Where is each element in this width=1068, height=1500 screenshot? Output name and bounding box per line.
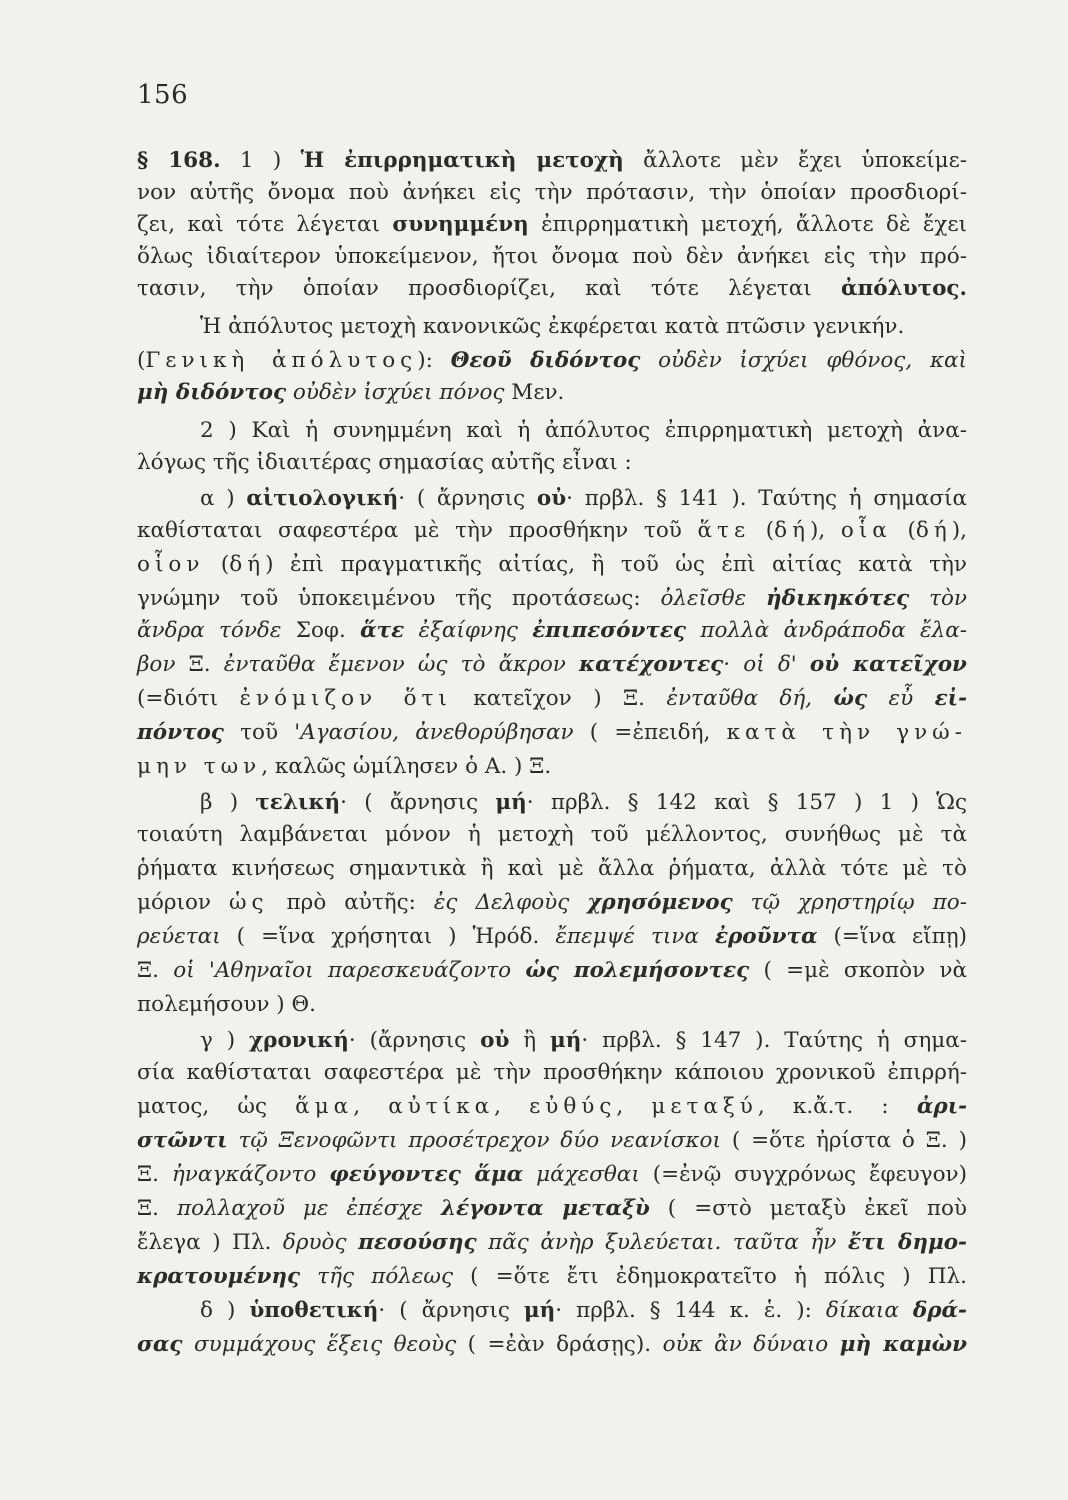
text: , καλῶς ὡμίλησεν ὁ Α. ) Ξ. [261, 754, 552, 779]
term: ὡς [228, 890, 269, 915]
example: τῷ Ξενοφῶντι προσέτρεχον δύο νεανίσκοι [227, 1128, 721, 1153]
example: ὡς [833, 686, 868, 711]
text-line [137, 520, 967, 542]
source: Ξ. [137, 958, 174, 983]
text: ): [417, 348, 451, 373]
text-line: νον αὐτῆς ὄνομα ποὺ ἀνήκει εἰς τὴν πρότασιν, τὴν ὁποίαν προσδιορί- [137, 180, 967, 205]
text: ), [810, 518, 841, 543]
example: οὐ κατεῖχον [809, 652, 967, 677]
text-line [137, 1198, 967, 1220]
source: Ξ. [137, 1162, 172, 1187]
example: ἠδικηκότες [766, 586, 910, 611]
term: κατὰ τὴν γνώ- [726, 720, 967, 745]
example: ὡς πολεμήσοντες [525, 958, 750, 983]
text-line: 2 ) Καὶ ἡ συνημμένη καὶ ἡ ἀπόλυτος ἐπιρρηματικὴ μετοχὴ ἀνα- [200, 418, 967, 443]
term: οὐ [480, 1028, 510, 1053]
term: αἰτιολογική [246, 486, 399, 511]
text: ( =ὅτε ἠρίστα ὁ Ξ. ) [720, 1128, 967, 1153]
text: · ( ἄρνησις [378, 1298, 524, 1323]
text-line [137, 1096, 967, 1118]
text: , κ.ἄ.τ. : [757, 1094, 917, 1119]
text: τοῦ [223, 720, 295, 745]
text-line [137, 892, 967, 914]
text-line [137, 1266, 967, 1288]
text-line [137, 960, 967, 982]
example: πεσούσης [358, 1230, 477, 1255]
text: · πρβλ. § 147 ). Ταύτης ἡ σημα- [581, 1028, 967, 1053]
text: πρὸ αὐτῆς: [268, 890, 434, 915]
term: ἅτε [697, 518, 751, 543]
example: ὀλεῖσθε [660, 586, 767, 611]
text-line [137, 654, 967, 676]
example: εὖ [867, 686, 935, 711]
text: α ) [200, 486, 247, 511]
text-line [200, 1030, 967, 1052]
term: μην των [137, 754, 262, 779]
example: συμμάχους ἕξεις θεοὺς [182, 1332, 457, 1357]
term: μή [495, 790, 527, 815]
example: ἐπιπεσόντες [532, 618, 686, 643]
example: οὐδὲν ἰσχύει φθόνος, καὶ [640, 348, 967, 373]
term: εὐθύς [529, 1094, 617, 1119]
term: ὑποθετική [249, 1298, 379, 1323]
example: οὐδὲν ἰσχύει πόνος [286, 380, 505, 405]
example: πᾶς ἀνὴρ ξυλεύεται. ταῦτα ἦν [476, 1230, 848, 1255]
text-line: λόγως τῆς ἰδιαιτέρας σημασίας αὐτῆς εἶναι : [137, 450, 632, 475]
example: ἠναγκάζοντο [171, 1162, 330, 1187]
text: ), [951, 518, 967, 543]
text: β ) [200, 790, 256, 815]
example: ἐνταῦθα δή, [666, 686, 834, 711]
text: ἐπιρρηματικὴ μετοχή, ἄλλοτε δὲ ἔχει [528, 212, 967, 237]
text-line [137, 620, 967, 642]
text: 1 ) [220, 148, 301, 173]
example: ρεύεται [137, 924, 221, 949]
text: γνώμην τοῦ ὑποκειμένου τῆς προτάσεως: [137, 586, 661, 611]
example: σας [137, 1332, 183, 1357]
text: · πρβλ. § 142 καὶ § 157 ) 1 ) Ὡς [526, 790, 967, 815]
term: δή [229, 552, 266, 577]
text-line: πολεμήσουν ) Θ. [137, 992, 316, 1017]
term: Ἡ ἐπιρρηματικὴ μετοχὴ [300, 148, 624, 173]
page-number: 156 [137, 80, 189, 110]
example: πόντος [137, 720, 224, 745]
term: ἅμα [295, 1094, 354, 1119]
text: ( =ὅτε ἔτι ἐδημοκρατεῖτο ἡ πόλις ) Πλ. [453, 1264, 967, 1289]
text-line: σία καθίσταται σαφεστέρα μὲ τὴν προσθήκην κάποιου χρονικοῦ ἐπιρρή- [137, 1060, 967, 1085]
term: ἀπόλυτος. [841, 276, 967, 301]
example: τῷ χρηστηρίῳ πο- [732, 890, 967, 915]
example: εἰ- [934, 686, 968, 711]
example: τὸν [909, 586, 967, 611]
example: ἔπεμψέ τινα [555, 924, 715, 949]
text: (=ἐνῷ συγχρόνως ἔφευγον) [639, 1162, 967, 1187]
example: χρησόμενος [587, 890, 733, 915]
example: οἱ 'Αθηναῖοι παρεσκευάζοντο [173, 958, 526, 983]
text: ἔλεγα ) Πλ. [137, 1230, 283, 1255]
text: ( =ἐὰν δράσῃς). [456, 1332, 663, 1357]
text-line [137, 926, 967, 948]
text-line [137, 756, 967, 778]
text: , [616, 1094, 652, 1119]
text: δ ) [200, 1298, 250, 1323]
text: · ( ἄρνησις [398, 486, 537, 511]
example: δίκαια [825, 1298, 913, 1323]
text-line [137, 554, 967, 576]
text: ( =ἵνα χρήσηται ) Ἡρόδ. [220, 924, 556, 949]
text-line [200, 792, 967, 814]
text-line [137, 278, 967, 300]
example: 'Αγασίου, ἀνεθορύβησαν [294, 720, 574, 745]
text-line [200, 488, 967, 510]
text: ( =στὸ μεταξὺ ἐκεῖ ποὺ [649, 1196, 968, 1221]
source: Σοφ. [281, 618, 361, 643]
term: ἐνόμιζον ὅτι [239, 686, 452, 711]
example: πολλὰ ἀνδράποδα ἔλα- [686, 618, 968, 643]
text: · πρβλ. § 141 ). Ταύτης ἡ σημασία [566, 486, 967, 511]
example: μάχεσθαι [523, 1162, 640, 1187]
example: κρατουμένης [137, 1264, 301, 1289]
example: ἐς Δελφοὺς [433, 890, 588, 915]
text-line [137, 350, 967, 372]
example: τῆς πόλεως [300, 1264, 453, 1289]
text [267, 1094, 295, 1119]
text: ἄλλοτε μὲν ἔχει ὑποκείμε- [623, 148, 968, 173]
example: ἅτε [360, 618, 405, 643]
term: αὐτίκα [388, 1094, 495, 1119]
text-line [137, 722, 967, 744]
source: Μεν. [504, 380, 565, 405]
text: ( [750, 518, 775, 543]
example: ἀρι- [916, 1094, 968, 1119]
source: Ξ. [175, 652, 224, 677]
example: Θεοῦ διδόντος [450, 348, 641, 373]
example: ἄνδρα τόνδε [137, 618, 282, 643]
text: κατεῖχον ) Ξ. [451, 686, 667, 711]
text: καθίσταται σαφεστέρα μὲ τὴν προσθήκην τοῦ [137, 518, 698, 543]
text-line [137, 150, 967, 172]
text: ματος, [137, 1094, 238, 1119]
term: μεταξύ [651, 1094, 758, 1119]
example: ἐνταῦθα ἔμενον ὡς τὸ ἄκρον [223, 652, 580, 677]
example: οὐκ ἂν δύναιο [662, 1332, 840, 1357]
text: ( [204, 552, 230, 577]
text: ὡς [237, 1094, 267, 1119]
term: δή [774, 518, 810, 543]
example: ἐξαίφνης [404, 618, 533, 643]
text: (=διότι [137, 686, 240, 711]
term: Γενικὴ ἀπόλυτος [145, 348, 418, 373]
term: μή [523, 1298, 556, 1323]
text: ( =μὲ σκοπὸν νὰ [749, 958, 968, 983]
text: γ ) [200, 1028, 249, 1053]
text: μόριον [137, 890, 229, 915]
text: · πρβλ. § 144 κ. ἑ. ): [555, 1298, 826, 1323]
section-number: § 168. [137, 148, 221, 173]
text-line [137, 214, 967, 236]
text-line: ὅλως ἰδιαίτερον ὑποκείμενον, ἤτοι ὄνομα ποὺ δὲν ἀνήκει εἰς τὴν πρό- [137, 244, 967, 269]
example: δρυὸς [282, 1230, 359, 1255]
text: ( [137, 348, 146, 373]
text: ) ἐπὶ πραγματικῆς αἰτίας, ἢ τοῦ ὡς ἐπὶ αἰτίας κατὰ τὴν [265, 552, 967, 577]
term: συνημμένη [392, 212, 529, 237]
term: τελική [255, 790, 341, 815]
term: χρονική [249, 1028, 349, 1053]
term: οὐ [536, 486, 567, 511]
example: πολλαχοῦ με ἐπέσχε [177, 1196, 441, 1221]
text: τασιν, τὴν ὁποίαν προσδιορίζει, καὶ τότε λέγεται [137, 276, 841, 301]
example: βον [137, 652, 176, 677]
text: ( [891, 518, 916, 543]
example: δρά- [912, 1298, 967, 1323]
source: Ξ. [137, 1196, 178, 1221]
text-line [137, 688, 967, 710]
example: λέγοντα μεταξὺ [440, 1196, 650, 1221]
example: φεύγοντες ἅμα [329, 1162, 524, 1187]
text-line: τοιαύτη λαμβάνεται μόνον ἡ μετοχὴ τοῦ μέλλοντος, συνήθως μὲ τὰ [137, 822, 967, 847]
example: μὴ διδόντος [137, 380, 287, 405]
text-line [137, 1130, 967, 1152]
term: οἷα [840, 518, 892, 543]
example: μὴ καμὼν [839, 1332, 967, 1357]
text: , [353, 1094, 389, 1119]
text: · (ἄρνησις [348, 1028, 481, 1053]
text: ( =ἐπειδή, [573, 720, 727, 745]
example: ἐροῦντα [714, 924, 818, 949]
example: · οἱ δ' [723, 652, 810, 677]
text-line [200, 1300, 967, 1322]
example: στῶντι [137, 1128, 228, 1153]
text-line: Ἡ ἀπόλυτος μετοχὴ κανονικῶς ἐκφέρεται κατὰ πτῶσιν γενικήν. [200, 314, 905, 339]
example: ἔτι δημο- [847, 1230, 967, 1255]
text-line [137, 1232, 967, 1254]
term: οἷον [137, 552, 205, 577]
text-line [137, 588, 967, 610]
text-line: ῥήματα κινήσεως σημαντικὰ ἢ καὶ μὲ ἄλλα ῥήματα, ἀλλὰ τότε μὲ τὸ [137, 856, 967, 881]
text: , [494, 1094, 530, 1119]
example: κατέχοντες [579, 652, 724, 677]
term: δή [915, 518, 952, 543]
text-line [137, 382, 967, 404]
term: μή [550, 1028, 582, 1053]
text-line [137, 1334, 967, 1356]
text: ζει, καὶ τότε λέγεται [137, 212, 393, 237]
text: · ( ἄρνησις [340, 790, 496, 815]
text: ἢ [509, 1028, 551, 1053]
text-line [137, 1164, 967, 1186]
text: (=ἵνα εἴπῃ) [817, 924, 967, 949]
